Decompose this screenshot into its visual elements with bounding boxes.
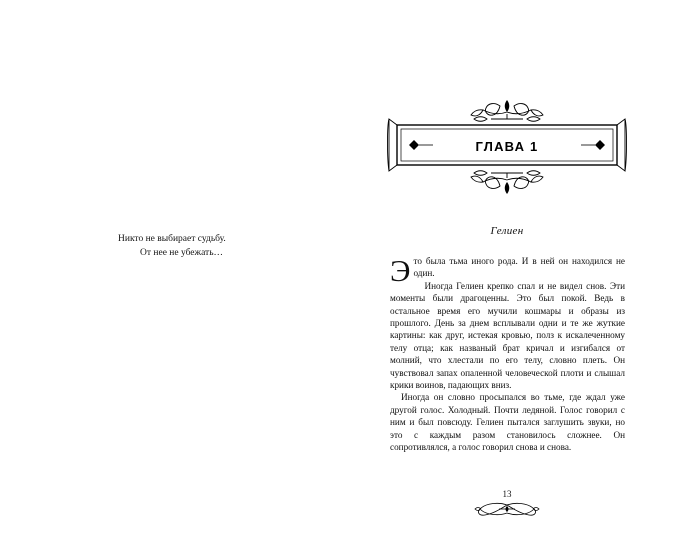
drop-cap: Э [390,253,411,288]
footer-flourish-ornament [387,500,627,518]
paragraph-2: Иногда Гелиен крепко спал и не видел снов. Эти моменты были драгоценны. Это был покой. Ведь в остальное время его мучили кошмары и образы из прошлого. День за днем всплывали одни и те же жуткие картины: как друг, истекая кровью, полз к искалеченному телу отца; как названый брат кричал и изгибался от молний, что хлестали по его телу, словно плеть. Он чувствовал запах опаленной человеческой плоти и слышал крики воинов, падающих вниз. [390,280,625,391]
footer-ornament-graphic [469,501,545,517]
epigraph-line-1: Никто не выбирает судьбу. [118,234,226,244]
flourish-ornament-top [471,100,543,121]
flourish-ornament-bottom [471,171,543,194]
body-text [390,255,625,454]
chapter-subtitle: Гелиен [490,225,524,237]
right-page [337,0,674,544]
epigraph-line-2: От нее не убежать… [140,247,224,258]
chapter-title: ГЛАВА 1 [475,139,539,154]
chapter-banner-graphic [387,92,627,202]
page-number: 13 [502,489,512,499]
chapter-banner [387,92,627,202]
paragraph-1 [390,253,625,288]
paragraph-3: Иногда он словно просыпался во тьме, где ждал уже другой голос. Холодный. Почти ледяной. Голос говорил с ним и был повсюду. Гелиен пытался заглушить звуки, но это с каждым разом становилось сложнее. Он сопротивлялся, а голос говорил снова и снова. [390,392,625,453]
paragraph-1-text: то была тьма иного рода. И в ней он находился не один. [413,256,625,279]
epigraph [118,233,318,260]
